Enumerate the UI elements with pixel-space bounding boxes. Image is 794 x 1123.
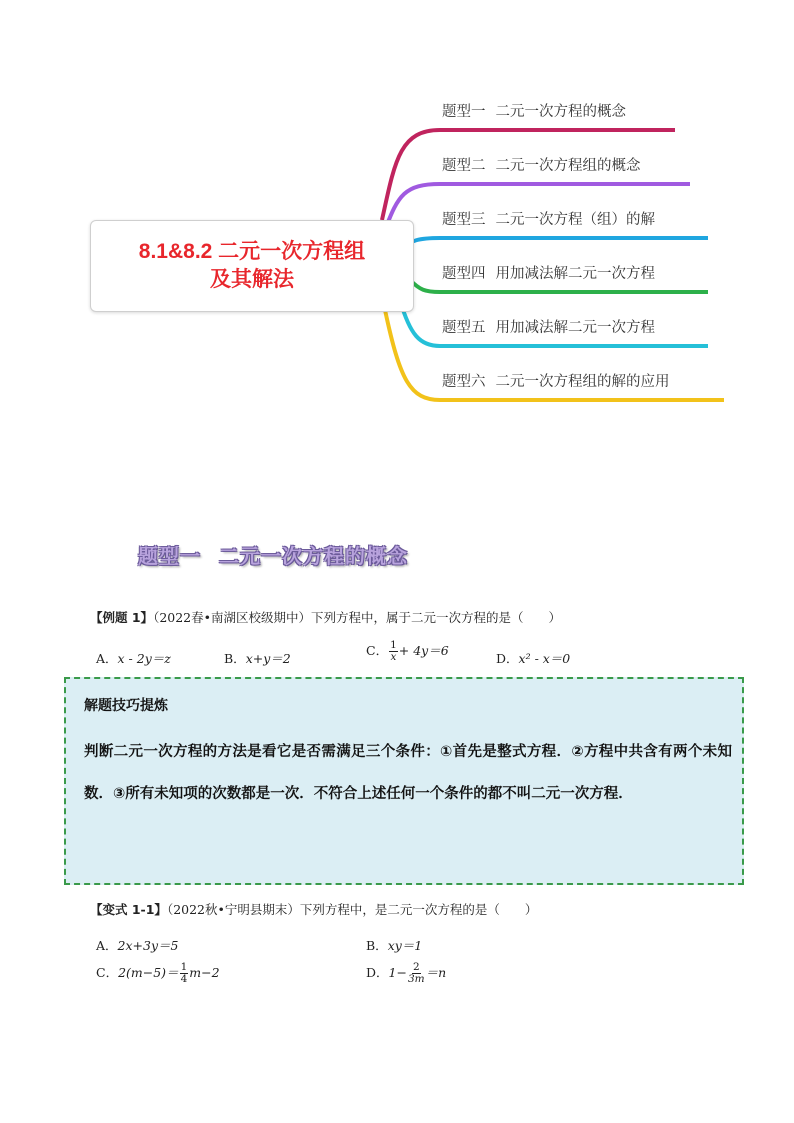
section-heading: 题型一 二元一次方程的概念 <box>138 544 408 568</box>
example-1-option-a: A．x - 2y＝z <box>96 651 171 666</box>
variant-1-1-source: （2022秋•宁明县期末） <box>166 902 300 917</box>
fraction: $\frac{1}{x}$ <box>390 639 397 663</box>
branch-label-5: 题型五 用加减法解二元一次方程 <box>442 320 655 336</box>
example-1-option-d: D．x² - x＝0 <box>496 651 571 666</box>
branch-label-6: 题型六 二元一次方程组的解的应用 <box>442 374 670 390</box>
tip-title: 解题技巧提炼 <box>84 698 168 714</box>
branch-label-4: 题型四 用加减法解二元一次方程 <box>442 266 655 282</box>
branch-label-3: 题型三 二元一次方程（组）的解 <box>442 212 655 228</box>
example-1-option-b: B．x+y＝2 <box>224 651 291 666</box>
tip-body: 判断二元一次方程的方法是看它是否需满足三个条件：①首先是整式方程．②方程中共含有两个未知数．③所有未知项的次数都是一次．不符合上述任何一个条件的都不叫二元一次方程． <box>84 744 732 802</box>
branch-label-2: 题型二 二元一次方程组的概念 <box>442 158 641 174</box>
mind-map <box>0 0 794 440</box>
central-topic <box>90 220 414 312</box>
variant-1-1-option-c: C．2(m−5)＝ $\frac{1}{4}$ m−2 <box>96 961 220 985</box>
central-topic-line2: 及其解法 <box>210 268 294 291</box>
example-1-option-c: C． $\frac{1}{x}$ + 4y＝6 <box>366 639 449 663</box>
variant-1-1-option-a: A．2x+3y＝5 <box>96 938 179 953</box>
variant-1-1-tag: 【变式 1-1】 <box>90 902 167 917</box>
example-1-source: （2022春•南湖区校级期中） <box>153 610 311 625</box>
variant-1-1-option-b: B．xy＝1 <box>366 938 423 953</box>
fraction: $\frac{2}{3m}$ <box>407 961 425 985</box>
branch-line-1 <box>382 130 675 220</box>
variant-1-1-option-d: D．1− $\frac{2}{3m}$ ＝n <box>366 961 447 985</box>
branch-line-3 <box>400 238 708 250</box>
example-1-text: 下列方程中，属于二元一次方程的是（ ） <box>311 610 562 625</box>
tip-box <box>64 677 744 885</box>
fraction: $\frac{1}{4}$ <box>180 961 188 985</box>
example-1-question <box>90 608 561 626</box>
variant-1-1-question <box>90 900 537 918</box>
branch-label-1: 题型一 二元一次方程的概念 <box>442 104 626 120</box>
central-topic-line1: 8.1&8.2 二元一次方程组 <box>138 240 366 263</box>
example-1-tag: 【例题 1】 <box>90 610 154 625</box>
variant-1-1-text: 下列方程中，是二元一次方程的是（ ） <box>299 902 538 917</box>
